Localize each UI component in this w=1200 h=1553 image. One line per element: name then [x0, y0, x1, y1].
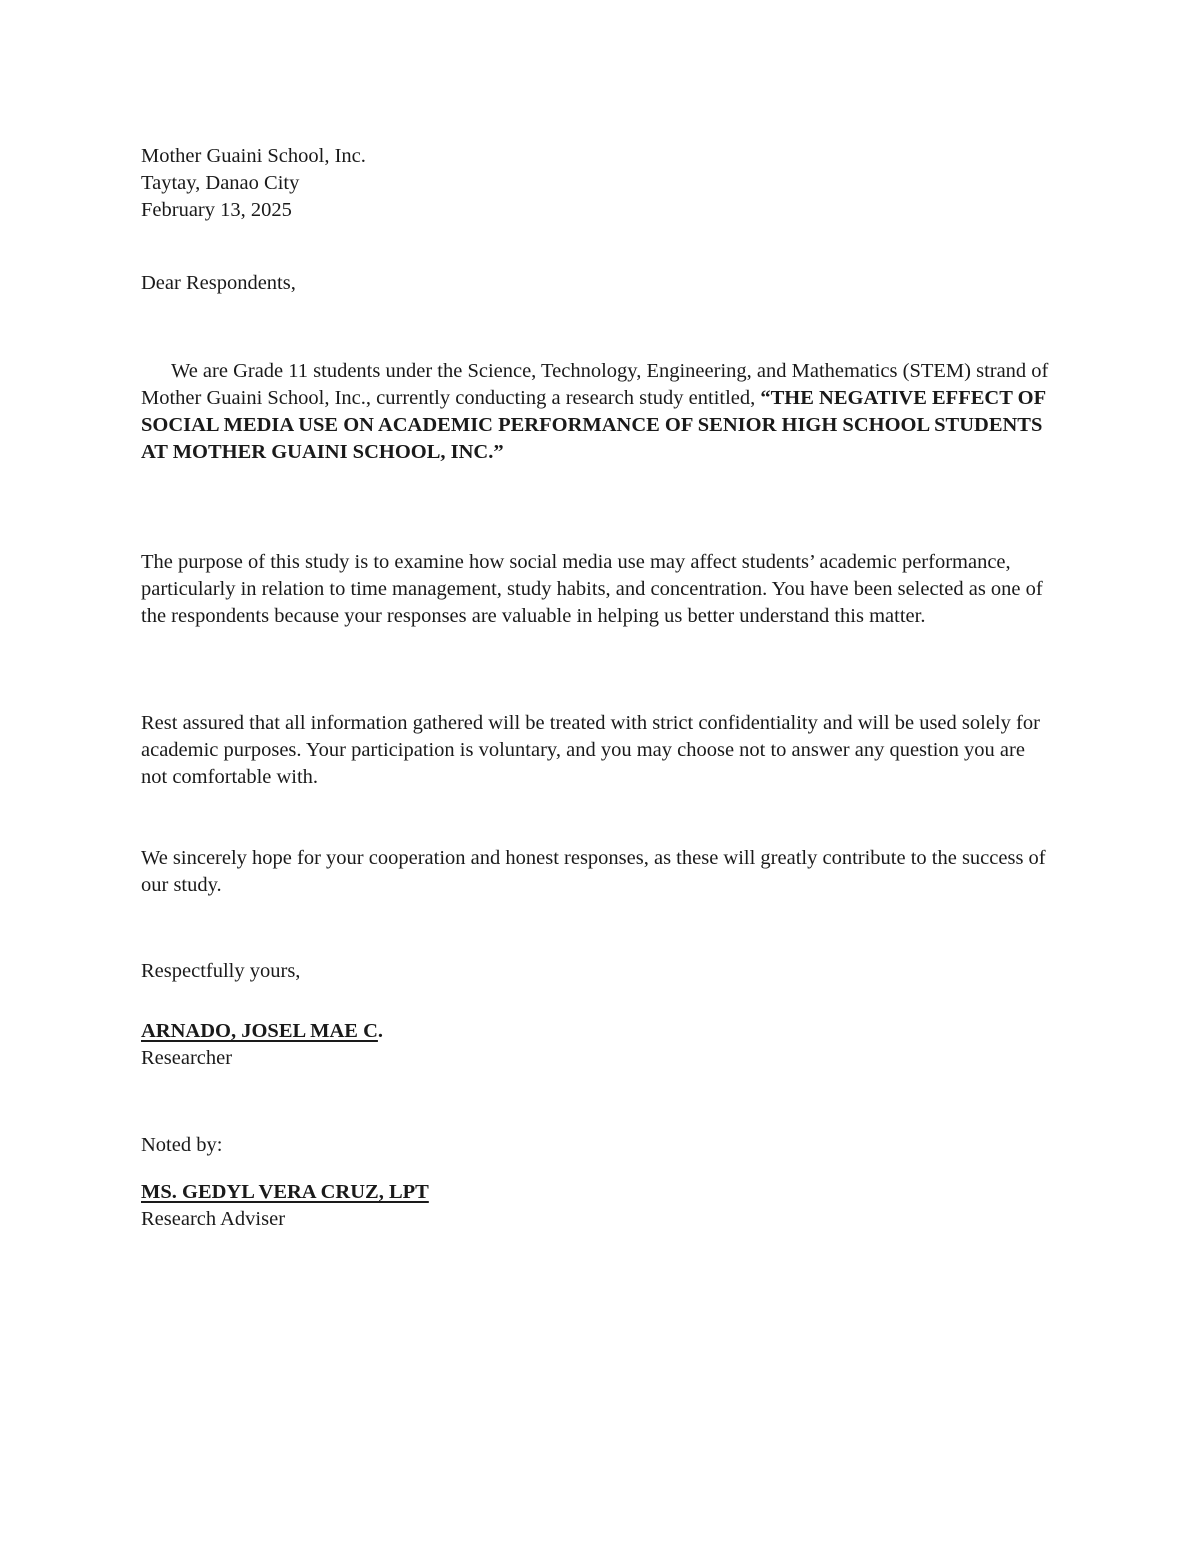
sender-block	[141, 143, 1051, 224]
adviser-role: Research Adviser	[141, 1208, 286, 1230]
adviser-signature	[141, 1179, 1051, 1233]
intro-paragraph	[141, 358, 1051, 466]
researcher-name-line	[141, 1018, 1051, 1045]
purpose-paragraph	[141, 549, 1051, 630]
sender-school: Mother Guaini School, Inc.	[141, 145, 366, 167]
sender-address: Taytay, Danao City	[141, 172, 300, 194]
study-title: “THE NEGATIVE EFFECT OF SOCIAL MEDIA USE ON ACADEMIC PERFORMANCE OF SENIOR HIGH SCHOOL STUDENTS AT MOTHER GUAINI SCHOOL, INC.”	[141, 387, 1046, 463]
letter-date: February 13, 2025	[141, 199, 292, 221]
researcher-name-suffix: .	[377, 1020, 384, 1042]
purpose-text: The purpose of this study is to examine how social media use may affect students’ academic performance, particularly in relation to time management, study habits, and concentration. You have been selected as one of the respondents because your responses are valuable in helping us better understand this matter.	[141, 551, 1043, 627]
researcher-name: ARNADO, JOSEL MAE C	[141, 1020, 378, 1042]
confidentiality-paragraph	[141, 710, 1051, 791]
closing-paragraph	[141, 845, 1051, 899]
noted-by-label: Noted by:	[141, 1134, 223, 1156]
signoff: Respectfully yours,	[141, 960, 301, 982]
closing-text: We sincerely hope for your cooperation and honest responses, as these will greatly contribute to the success of our study.	[141, 847, 1046, 896]
researcher-role: Researcher	[141, 1047, 233, 1069]
confidentiality-text: Rest assured that all information gathered will be treated with strict confidentiality and will be used solely for academic purposes. Your participation is voluntary, and you may choose not to answer any question you are not comfortable with.	[141, 712, 1040, 788]
intro-lead: We are Grade 11 students under the Science, Technology, Engineering, and Mathematics (STEM) strand of Mother Guaini School, Inc., currently conducting a research study entitled,	[141, 360, 1049, 409]
researcher-signature	[141, 1018, 1051, 1072]
salutation: Dear Respondents,	[141, 272, 296, 294]
adviser-name: MS. GEDYL VERA CRUZ, LPT	[141, 1181, 429, 1203]
